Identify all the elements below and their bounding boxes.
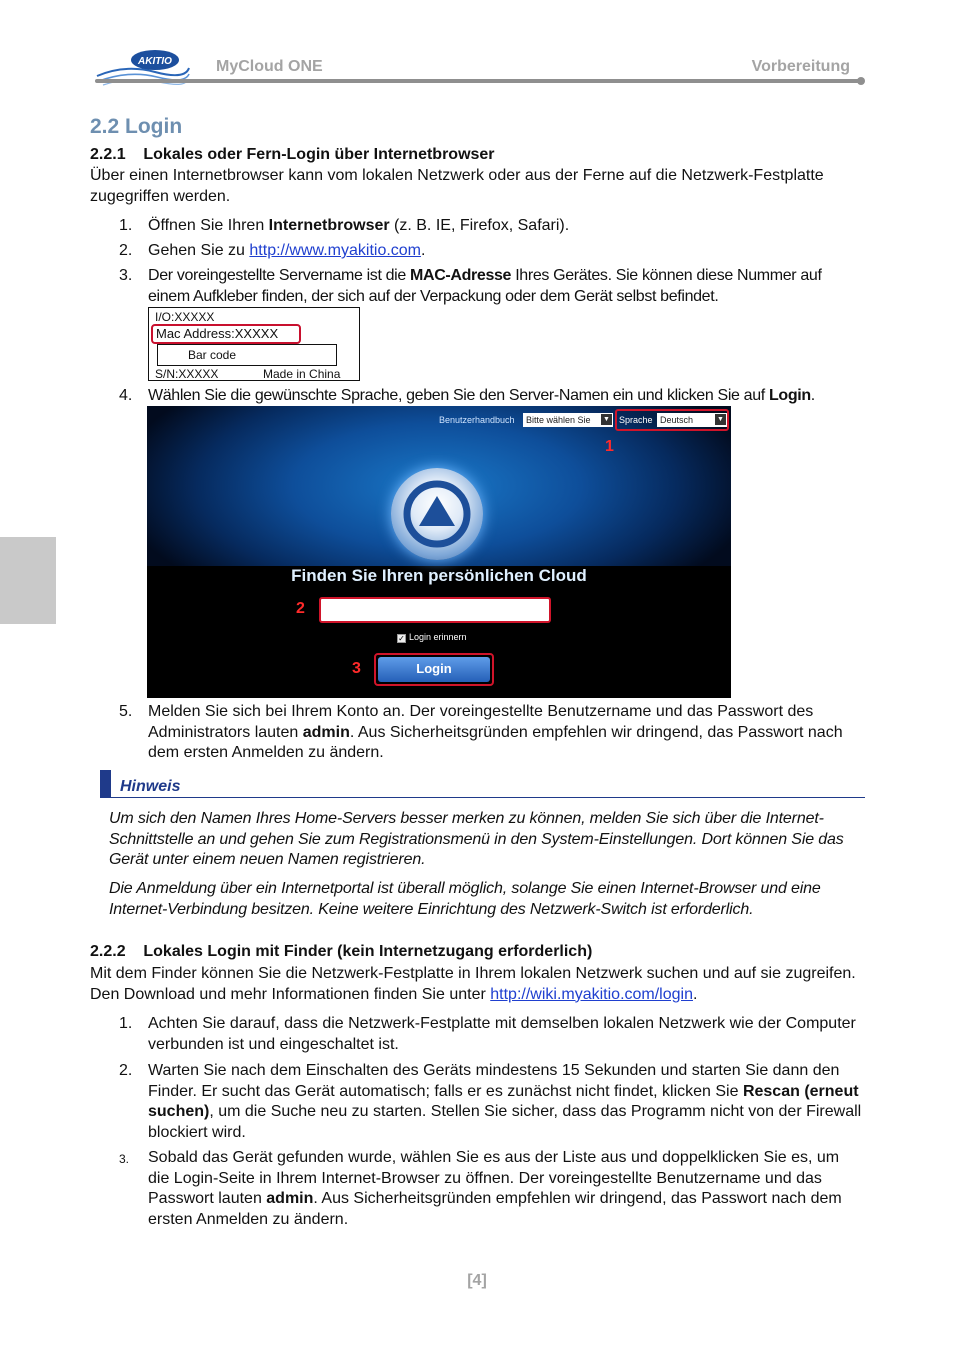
device-label-figure: [148, 307, 360, 381]
step-3: Der voreingestellte Servername ist die MAC-Adresse Ihres Gerätes. Sie können diese Nummer auf einem Aufkleber finden, der sich auf der Verpackung oder dem Gerät selbst befindet.: [148, 267, 822, 305]
note-paragraph-2: Die Anmeldung über ein Internetportal ist überall möglich, solange Sie einen Internet-Browser und eine Internet-Verbindung besitzen. Keine weitere Einrichtung des Netzwerk-Switch ist erforderlich.: [109, 880, 821, 918]
checkbox-icon[interactable]: ✓: [398, 634, 405, 643]
step-number: 3.: [119, 1152, 130, 1166]
marker-2: 2: [296, 600, 305, 617]
subsection-2-intro: Mit dem Finder können Sie die Netzwerk-Festplatte in Ihrem lokalen Netzwerk suchen und auf sie zugreifen. Den Download und mehr Informationen finden Sie unter http://wiki.myakitio.com/login.: [90, 965, 856, 1003]
wiki-link[interactable]: http://wiki.myakitio.com/login: [490, 985, 693, 1003]
login-screenshot: [147, 406, 731, 698]
chevron-down-icon: ▼: [715, 414, 726, 425]
section-title: 2.2 Login: [90, 115, 183, 138]
server-name-input[interactable]: [319, 597, 551, 623]
step-number: 3.: [119, 267, 133, 284]
header-rule: [95, 79, 861, 83]
step-number: 4.: [119, 387, 133, 404]
myakitio-link[interactable]: http://www.myakitio.com: [249, 242, 422, 259]
login-button[interactable]: Login: [374, 653, 494, 686]
highlight-language: [615, 409, 729, 431]
manual-label: Benutzerhandbuch: [439, 415, 515, 425]
language-label: Sprache: [619, 415, 653, 425]
subsection-title-1: 2.2.1 Lokales oder Fern-Login über Internetbrowser: [90, 146, 495, 163]
label-barcode: Bar code: [157, 344, 337, 366]
note-marker: [100, 770, 111, 798]
mycloud-logo: [391, 468, 483, 560]
chevron-down-icon: ▼: [601, 414, 612, 425]
find-cloud-heading: Finden Sie Ihren persönlichen Cloud: [291, 566, 587, 585]
label-made-in: Made in China: [263, 367, 341, 381]
step-2: Gehen Sie zu http://www.myakitio.com.: [148, 242, 426, 259]
note-title: Hinweis: [120, 778, 181, 795]
logo-text: AKITIO: [138, 56, 172, 67]
step-number: 2.: [119, 1062, 133, 1079]
page-number: [4]: [467, 1272, 487, 1289]
label-serial: S/N:XXXXX: [155, 367, 219, 381]
step-4: Wählen Sie die gewünschte Sprache, geben Sie den Server-Namen ein und klicken Sie auf Login.: [148, 387, 815, 404]
language-select[interactable]: Deutsch ▼: [657, 413, 727, 427]
finder-step-1: Achten Sie darauf, dass die Netzwerk-Festplatte mit demselben lokalen Netzwerk wie der Computer verbunden ist und eingeschaltet ist.: [148, 1015, 856, 1053]
header-product: MyCloud ONE: [216, 58, 323, 75]
chapter-side-tab: [0, 537, 56, 624]
step-5: Melden Sie sich bei Ihrem Konto an. Der voreingestellte Benutzername und das Passwort des Administrators lauten admin. Aus Sicherheitsgründen empfehlen wir dringend, das Passwort nach dem ersten Anmelden zu ändern.: [148, 703, 843, 761]
step-number: 2.: [119, 242, 133, 259]
finder-step-2: Warten Sie nach dem Einschalten des Geräts mindestens 15 Sekunden und starten Sie dann den Finder. Er sucht das Gerät automatisch; falls er es zunächst nicht findet, klicken Sie Rescan (erneut suchen), um die Suche neu zu starten. Stellen Sie sicher, dass das Programm nicht von der Firewall blockiert wird.: [148, 1062, 862, 1141]
label-io: I/O:XXXXX: [155, 310, 215, 324]
subsection-1-intro: Über einen Internetbrowser kann vom lokalen Netzwerk oder aus der Ferne auf die Netzwerk-Festplatte zugegriffen werden.: [90, 167, 824, 205]
note-rule: [100, 797, 865, 798]
manual-select[interactable]: Bitte wählen Sie ▼: [523, 413, 613, 427]
marker-3: 3: [352, 660, 361, 677]
header-section: Vorbereitung: [751, 58, 850, 75]
step-number: 1.: [119, 217, 133, 234]
note-paragraph-1: Um sich den Namen Ihres Home-Servers besser merken zu können, melden Sie sich über die Internet-Schnittstelle an und gehen Sie zum Registrationsmenü in den System-Einstellungen. Dort können Sie das Gerät unter einem neuen Namen registrieren.: [109, 810, 844, 868]
step-1: Öffnen Sie Ihren Internetbrowser (z. B. IE, Firefox, Safari).: [148, 217, 570, 234]
remember-login[interactable]: ✓ Login erinnern: [398, 632, 467, 643]
label-mac-address: Mac Address:XXXXX: [151, 324, 301, 344]
subsection-title-2: 2.2.2 Lokales Login mit Finder (kein Internetzugang erforderlich): [90, 943, 593, 960]
marker-1: 1: [605, 438, 614, 455]
finder-step-3: Sobald das Gerät gefunden wurde, wählen Sie es aus der Liste aus und doppelklicken Sie es, um die Login-Seite in Ihrem Internet-Browser zu öffnen. Der voreingestellte Benutzername und das Passwort lauten admin. Aus Sicherheitsgründen empfehlen wir dringend, das Passwort nach dem ersten Anmelden zu ändern.: [148, 1149, 842, 1228]
step-number: 5.: [119, 703, 133, 720]
step-number: 1.: [119, 1015, 133, 1032]
